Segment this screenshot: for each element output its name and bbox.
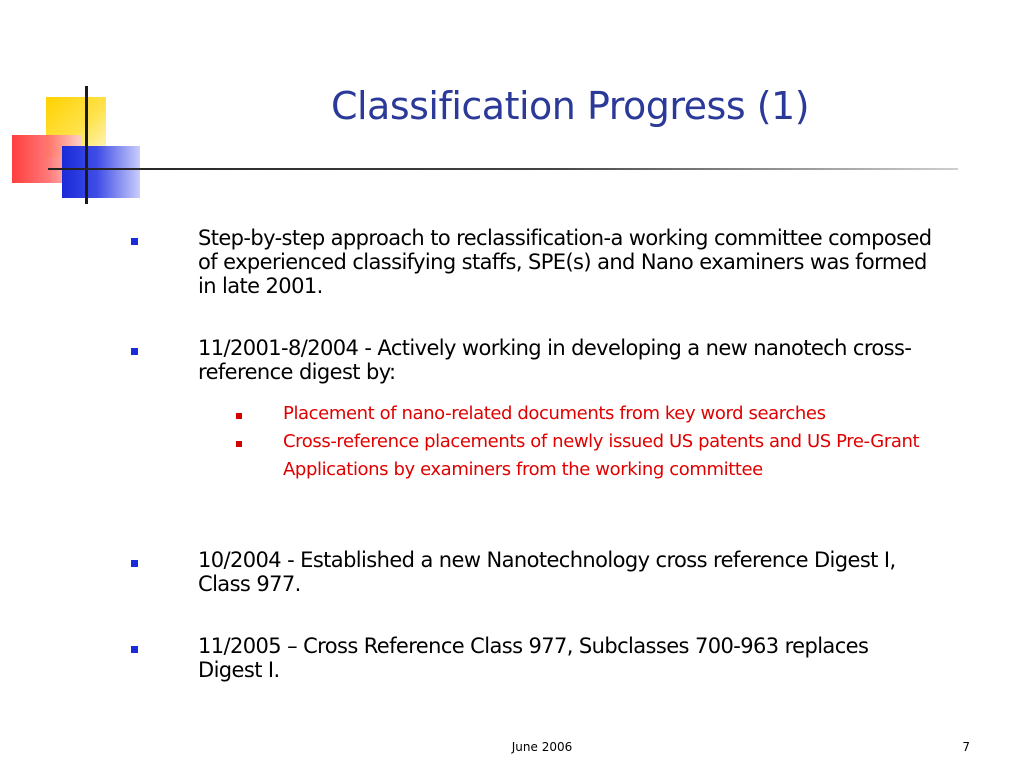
bullet-text: 10/2004 - Established a new Nanotechnology cross reference Digest I, Class 977. bbox=[198, 548, 896, 596]
square-bullet-icon bbox=[131, 560, 138, 567]
bullet-text: Step-by-step approach to reclassification-a working committee composed of experienced classifying staffs, SPE(s) and Nano examiners was formed in late 2001. bbox=[198, 226, 932, 298]
square-bullet-icon bbox=[236, 441, 242, 447]
square-bullet-icon bbox=[131, 238, 138, 245]
sub-bullet-text: Placement of nano-related documents from key word searches bbox=[283, 403, 826, 424]
footer-date: June 2006 bbox=[511, 740, 573, 754]
bullet-text: 11/2005 – Cross Reference Class 977, Subclasses 700-963 replaces Digest I. bbox=[198, 634, 869, 682]
page-number: 7 bbox=[962, 740, 970, 754]
blue-square bbox=[62, 146, 140, 198]
square-bullet-icon bbox=[131, 646, 138, 653]
sub-bullet-text: Cross-reference placements of newly issued US patents and US Pre-Grant Applications by examiners from the working committee bbox=[283, 431, 920, 480]
bullet-text: 11/2001-8/2004 - Actively working in developing a new nanotech cross-reference digest by: bbox=[198, 336, 912, 384]
vertical-rule bbox=[85, 86, 88, 204]
square-bullet-icon bbox=[131, 348, 138, 355]
horizontal-rule bbox=[48, 168, 958, 170]
square-bullet-icon bbox=[236, 413, 242, 419]
slide-title: Classification Progress (1) bbox=[330, 84, 810, 128]
